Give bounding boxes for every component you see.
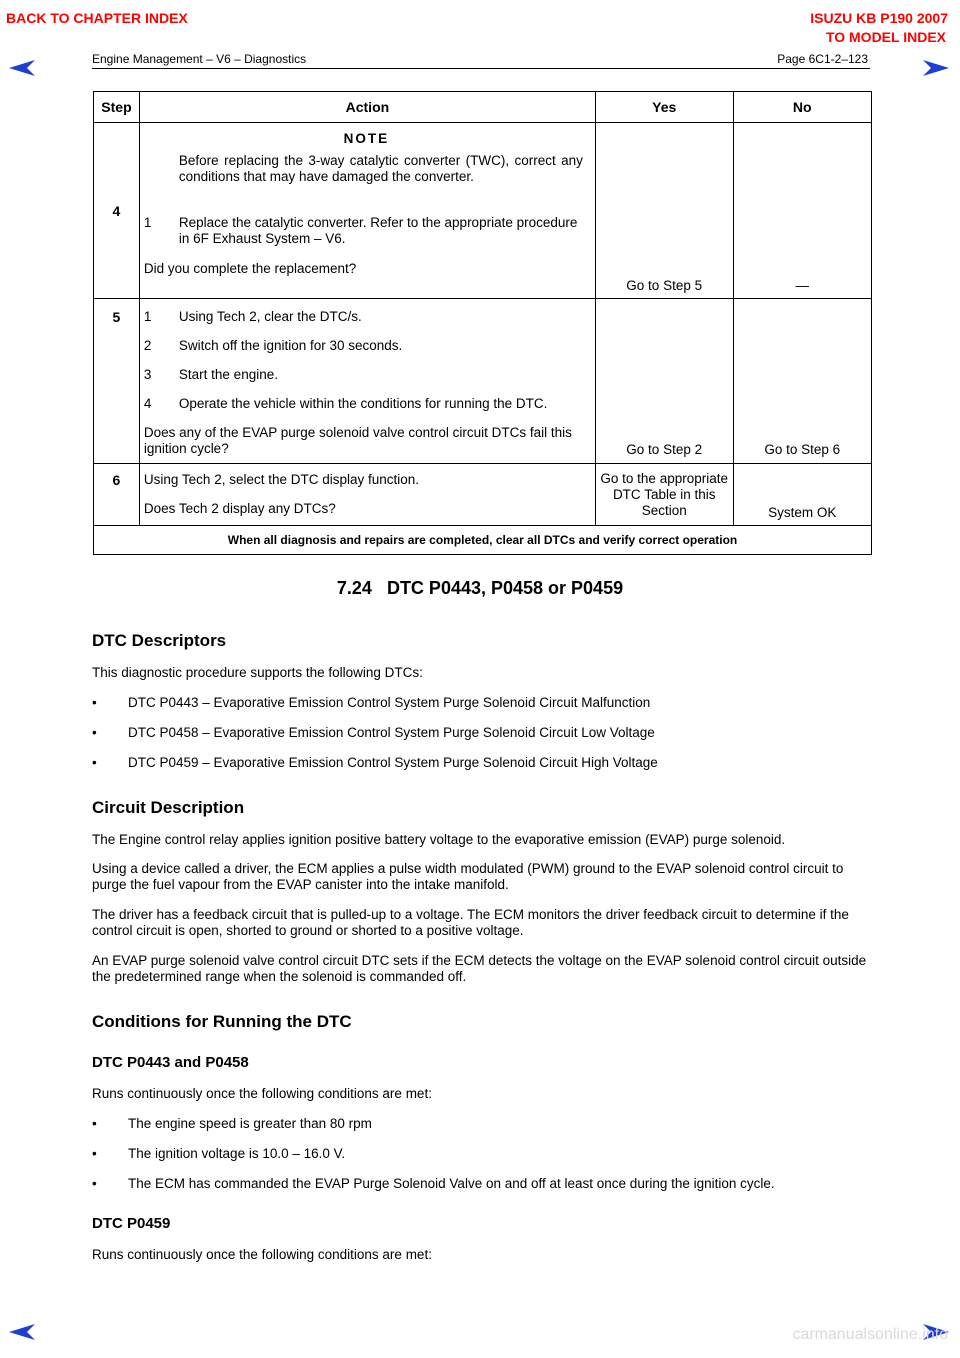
dtc-descriptors-heading: DTC Descriptors (92, 631, 227, 650)
list-item: 1 Using Tech 2, clear the DTC/s. (143, 309, 362, 324)
list-item: 2 Switch off the ignition for 30 seconds. (143, 338, 403, 353)
list-item: 1 Replace the catalytic converter. Refer to the appropriate procedure in 6F Exhaust System – V6. (143, 215, 578, 246)
header-action: Action (139, 92, 595, 123)
circuit-description-heading: Circuit Description (92, 798, 245, 817)
conditions-intro: Runs continuously once the following conditions are met: (92, 1247, 432, 1262)
list-item: • DTC P0459 – Evaporative Emission Control System Purge Solenoid Circuit High Voltage (92, 755, 658, 770)
circuit-paragraph: The Engine control relay applies ignition positive battery voltage to the evaporative emission (EVAP) purge solenoid. (92, 832, 786, 847)
step-number: 5 (94, 299, 140, 464)
page-number: Page 6C1-2–123 (777, 52, 868, 66)
isuzu-model-title-link[interactable]: ISUZU KB P190 2007 (810, 10, 948, 26)
to-model-index-link[interactable]: TO MODEL INDEX (825, 29, 946, 45)
action-cell (139, 464, 595, 526)
header-yes: Yes (595, 92, 733, 123)
page-header-title: Engine Management – V6 – Diagnostics (92, 52, 307, 66)
subheading-p0459: DTC P0459 (92, 1215, 171, 1232)
conditions-heading: Conditions for Running the DTC (92, 1012, 352, 1031)
no-cell: System OK (733, 464, 871, 526)
section-title: 7.24 DTC P0443, P0458 or P0459 (336, 578, 624, 598)
descriptors-intro: This diagnostic procedure supports the following DTCs: (92, 665, 423, 680)
no-cell: Go to Step 6 (733, 299, 871, 464)
list-item: 4 Operate the vehicle within the conditions for running the DTC. (143, 396, 548, 411)
list-item: 3 Start the engine. (143, 367, 278, 382)
table-header-row (94, 92, 872, 123)
header-step: Step (94, 92, 140, 123)
action-cell (139, 299, 595, 464)
yes-cell: Go to Step 2 (595, 299, 733, 464)
question-text: Does Tech 2 display any DTCs? (143, 501, 336, 516)
watermark: carmanualsonline.info (792, 1326, 948, 1343)
circuit-paragraph: The driver has a feedback circuit that is pulled-up to a voltage. The ECM monitors the driver feedback circuit to determine if the control circuit is open, shorted to ground or shorted to a positive voltage. (92, 907, 849, 938)
list-item: • DTC P0458 – Evaporative Emission Control System Purge Solenoid Circuit Low Voltage (92, 725, 655, 740)
question-text: Did you complete the replacement? (143, 261, 357, 276)
yes-cell: Go to Step 5 (595, 123, 733, 299)
header-rule (92, 68, 870, 69)
action-text: Using Tech 2, select the DTC display function. (143, 472, 420, 487)
list-item: • The ignition voltage is 10.0 – 16.0 V. (92, 1146, 346, 1161)
action-cell (139, 123, 595, 299)
note-heading: NOTE (343, 131, 390, 146)
step-number: 6 (94, 464, 140, 526)
step-number: 4 (94, 123, 140, 299)
table-footer-row (94, 526, 872, 555)
header-no: No (733, 92, 871, 123)
table-row (94, 123, 872, 299)
table-row (94, 299, 872, 464)
table-footer-note: When all diagnosis and repairs are completed, clear all DTCs and verify correct operation (94, 526, 872, 555)
circuit-paragraph: An EVAP purge solenoid valve control circuit DTC sets if the ECM detects the voltage on the EVAP solenoid control circuit outside the predetermined range when the solenoid is commanded off. (92, 953, 867, 984)
next-page-arrow-icon[interactable] (922, 58, 950, 78)
diagnostic-table (93, 91, 872, 555)
question-text: Does any of the EVAP purge solenoid valve control circuit DTCs fail this ignition cycle? (143, 425, 572, 456)
list-item: • DTC P0443 – Evaporative Emission Control System Purge Solenoid Circuit Malfunction (92, 695, 651, 710)
note-body: Before replacing the 3-way catalytic converter (TWC), correct any conditions that may have damaged the converter. (178, 153, 583, 184)
back-to-chapter-index-link[interactable]: BACK TO CHAPTER INDEX (6, 10, 188, 26)
previous-page-arrow-icon[interactable] (8, 58, 36, 78)
table-row (94, 464, 872, 526)
list-item: • The engine speed is greater than 80 rpm (92, 1116, 372, 1131)
list-item: • The ECM has commanded the EVAP Purge Solenoid Valve on and off at least once during the ignition cycle. (92, 1176, 775, 1191)
yes-cell: Go to the appropriate DTC Table in this Section (595, 464, 733, 526)
conditions-intro: Runs continuously once the following conditions are met: (92, 1086, 432, 1101)
subheading-p0443-p0458: DTC P0443 and P0458 (92, 1054, 249, 1071)
previous-page-arrow-icon[interactable] (8, 1322, 36, 1342)
circuit-paragraph: Using a device called a driver, the ECM applies a pulse width modulated (PWM) ground to the EVAP solenoid control circuit to purge the fuel vapour from the EVAP canister into the intake manifold. (92, 861, 844, 892)
no-cell: — (733, 123, 871, 299)
